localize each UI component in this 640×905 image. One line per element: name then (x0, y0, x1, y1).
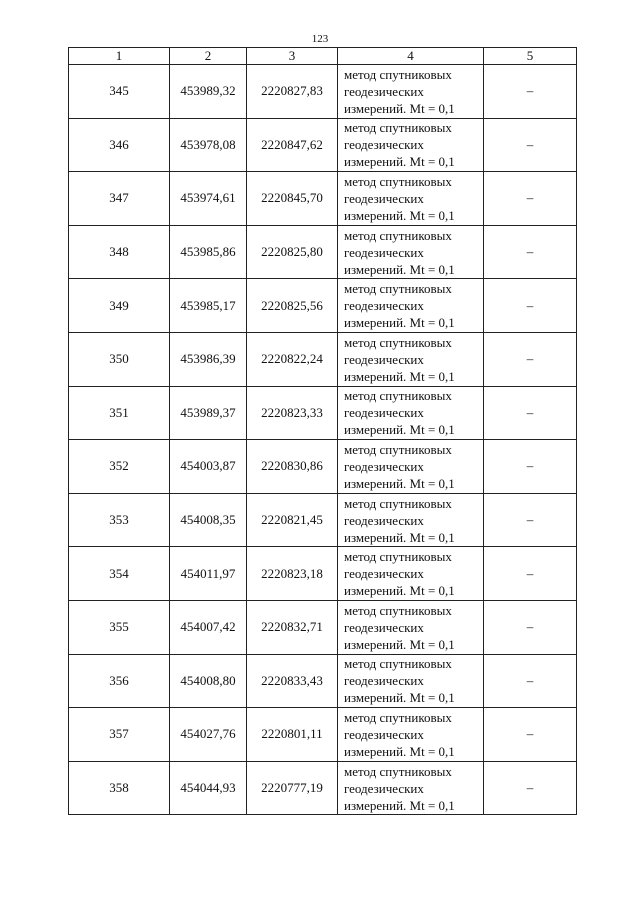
method-line-3: измерений. Mt = 0,1 (344, 797, 455, 813)
method-line-2: геодезических (344, 83, 424, 99)
method-line-2: геодезических (344, 512, 424, 528)
dash-mark: – (526, 244, 534, 260)
method-line-1: метод спутниковых (344, 763, 452, 779)
note-cell (484, 172, 577, 226)
method-line-1: метод спутниковых (344, 334, 452, 350)
method-cell (338, 600, 484, 654)
y-coordinate-cell: 2220830,86 (247, 440, 338, 494)
method-line-1: метод спутниковых (344, 66, 452, 82)
method-cell (338, 761, 484, 815)
y-coordinate-cell: 2220777,19 (247, 761, 338, 815)
method-cell (338, 172, 484, 226)
point-number-cell: 352 (69, 440, 170, 494)
y-coordinate-cell: 2220827,83 (247, 65, 338, 119)
table-body (69, 65, 577, 815)
method-cell (338, 332, 484, 386)
dash-mark: – (526, 512, 534, 528)
dash-mark: – (526, 619, 534, 635)
header-row (69, 48, 577, 65)
x-coordinate-cell: 453978,08 (170, 118, 247, 172)
method-cell (338, 65, 484, 119)
dash-mark: – (526, 780, 534, 796)
note-cell (484, 600, 577, 654)
x-coordinate-cell: 453985,17 (170, 279, 247, 333)
table-row (69, 279, 577, 333)
note-cell (484, 225, 577, 279)
y-coordinate-cell: 2220823,33 (247, 386, 338, 440)
method-line-3: измерений. Mt = 0,1 (344, 261, 455, 277)
table-row (69, 332, 577, 386)
table-row (69, 761, 577, 815)
method-line-2: геодезических (344, 405, 424, 421)
x-coordinate-cell: 453989,32 (170, 65, 247, 119)
note-cell (484, 654, 577, 708)
dash-mark: – (526, 565, 534, 581)
method-line-3: измерений. Mt = 0,1 (344, 422, 455, 438)
method-cell (338, 708, 484, 762)
method-line-3: измерений. Mt = 0,1 (344, 529, 455, 545)
column-header-1: 1 (69, 48, 170, 65)
dash-mark: – (526, 83, 534, 99)
point-number-cell: 354 (69, 547, 170, 601)
method-cell (338, 279, 484, 333)
point-number-cell: 350 (69, 332, 170, 386)
table-row (69, 386, 577, 440)
table-row (69, 440, 577, 494)
method-line-3: измерений. Mt = 0,1 (344, 583, 455, 599)
method-line-2: геодезических (344, 619, 424, 635)
y-coordinate-cell: 2220821,45 (247, 493, 338, 547)
x-coordinate-cell: 454007,42 (170, 600, 247, 654)
table-row (69, 654, 577, 708)
column-header-2: 2 (170, 48, 247, 65)
method-cell (338, 386, 484, 440)
method-cell (338, 654, 484, 708)
table-row (69, 118, 577, 172)
method-line-1: метод спутниковых (344, 441, 452, 457)
table-row (69, 65, 577, 119)
x-coordinate-cell: 453985,86 (170, 225, 247, 279)
note-cell (484, 386, 577, 440)
method-line-2: геодезических (344, 726, 424, 742)
table-row (69, 493, 577, 547)
method-line-2: геодезических (344, 566, 424, 582)
y-coordinate-cell: 2220801,11 (247, 708, 338, 762)
point-number-cell: 353 (69, 493, 170, 547)
method-cell (338, 440, 484, 494)
point-number-cell: 349 (69, 279, 170, 333)
x-coordinate-cell: 453986,39 (170, 332, 247, 386)
method-line-2: геодезических (344, 458, 424, 474)
dash-mark: – (526, 404, 534, 420)
method-cell (338, 493, 484, 547)
point-number-cell: 347 (69, 172, 170, 226)
method-line-3: измерений. Mt = 0,1 (344, 475, 455, 491)
method-line-2: геодезических (344, 190, 424, 206)
method-line-2: геодезических (344, 298, 424, 314)
method-line-3: измерений. Mt = 0,1 (344, 207, 455, 223)
method-line-2: геодезических (344, 780, 424, 796)
y-coordinate-cell: 2220822,24 (247, 332, 338, 386)
column-header-5: 5 (484, 48, 577, 65)
method-line-1: метод спутниковых (344, 549, 452, 565)
method-line-2: геодезических (344, 351, 424, 367)
point-number-cell: 351 (69, 386, 170, 440)
dash-mark: – (526, 672, 534, 688)
dash-mark: – (526, 726, 534, 742)
point-number-cell: 346 (69, 118, 170, 172)
table-row (69, 225, 577, 279)
method-line-1: метод спутниковых (344, 495, 452, 511)
x-coordinate-cell: 454011,97 (170, 547, 247, 601)
table-row (69, 708, 577, 762)
method-line-3: измерений. Mt = 0,1 (344, 154, 455, 170)
column-header-4: 4 (338, 48, 484, 65)
method-line-1: метод спутниковых (344, 120, 452, 136)
x-coordinate-cell: 453989,37 (170, 386, 247, 440)
method-line-1: метод спутниковых (344, 281, 452, 297)
point-number-cell: 345 (69, 65, 170, 119)
x-coordinate-cell: 453974,61 (170, 172, 247, 226)
point-number-cell: 357 (69, 708, 170, 762)
table-row (69, 172, 577, 226)
x-coordinate-cell: 454044,93 (170, 761, 247, 815)
method-line-1: метод спутниковых (344, 227, 452, 243)
dash-mark: – (526, 351, 534, 367)
table-header (69, 48, 577, 65)
point-number-cell: 348 (69, 225, 170, 279)
note-cell (484, 118, 577, 172)
note-cell (484, 493, 577, 547)
note-cell (484, 547, 577, 601)
method-line-3: измерений. Mt = 0,1 (344, 100, 455, 116)
method-cell (338, 118, 484, 172)
method-line-2: геодезических (344, 673, 424, 689)
dash-mark: – (526, 297, 534, 313)
note-cell (484, 708, 577, 762)
dash-mark: – (526, 136, 534, 152)
point-number-cell: 358 (69, 761, 170, 815)
method-line-1: метод спутниковых (344, 656, 452, 672)
method-line-2: геодезических (344, 244, 424, 260)
method-line-3: измерений. Mt = 0,1 (344, 368, 455, 384)
x-coordinate-cell: 454008,35 (170, 493, 247, 547)
note-cell (484, 761, 577, 815)
page-number: 123 (311, 33, 329, 45)
point-number-cell: 355 (69, 600, 170, 654)
method-line-3: измерений. Mt = 0,1 (344, 315, 455, 331)
note-cell (484, 65, 577, 119)
y-coordinate-cell: 2220825,56 (247, 279, 338, 333)
note-cell (484, 440, 577, 494)
note-cell (484, 279, 577, 333)
method-line-3: измерений. Mt = 0,1 (344, 636, 455, 652)
method-line-1: метод спутниковых (344, 709, 452, 725)
dash-mark: – (526, 190, 534, 206)
note-cell (484, 332, 577, 386)
y-coordinate-cell: 2220832,71 (247, 600, 338, 654)
x-coordinate-cell: 454027,76 (170, 708, 247, 762)
method-line-2: геодезических (344, 137, 424, 153)
coordinates-table (68, 47, 577, 815)
dash-mark: – (526, 458, 534, 474)
column-header-3: 3 (247, 48, 338, 65)
y-coordinate-cell: 2220845,70 (247, 172, 338, 226)
method-line-3: измерений. Mt = 0,1 (344, 690, 455, 706)
method-cell (338, 225, 484, 279)
method-line-3: измерений. Mt = 0,1 (344, 743, 455, 759)
point-number-cell: 356 (69, 654, 170, 708)
y-coordinate-cell: 2220825,80 (247, 225, 338, 279)
y-coordinate-cell: 2220833,43 (247, 654, 338, 708)
x-coordinate-cell: 454008,80 (170, 654, 247, 708)
method-cell (338, 547, 484, 601)
method-line-1: метод спутниковых (344, 173, 452, 189)
table-row (69, 547, 577, 601)
y-coordinate-cell: 2220847,62 (247, 118, 338, 172)
method-line-1: метод спутниковых (344, 602, 452, 618)
y-coordinate-cell: 2220823,18 (247, 547, 338, 601)
table-row (69, 600, 577, 654)
x-coordinate-cell: 454003,87 (170, 440, 247, 494)
method-line-1: метод спутниковых (344, 388, 452, 404)
